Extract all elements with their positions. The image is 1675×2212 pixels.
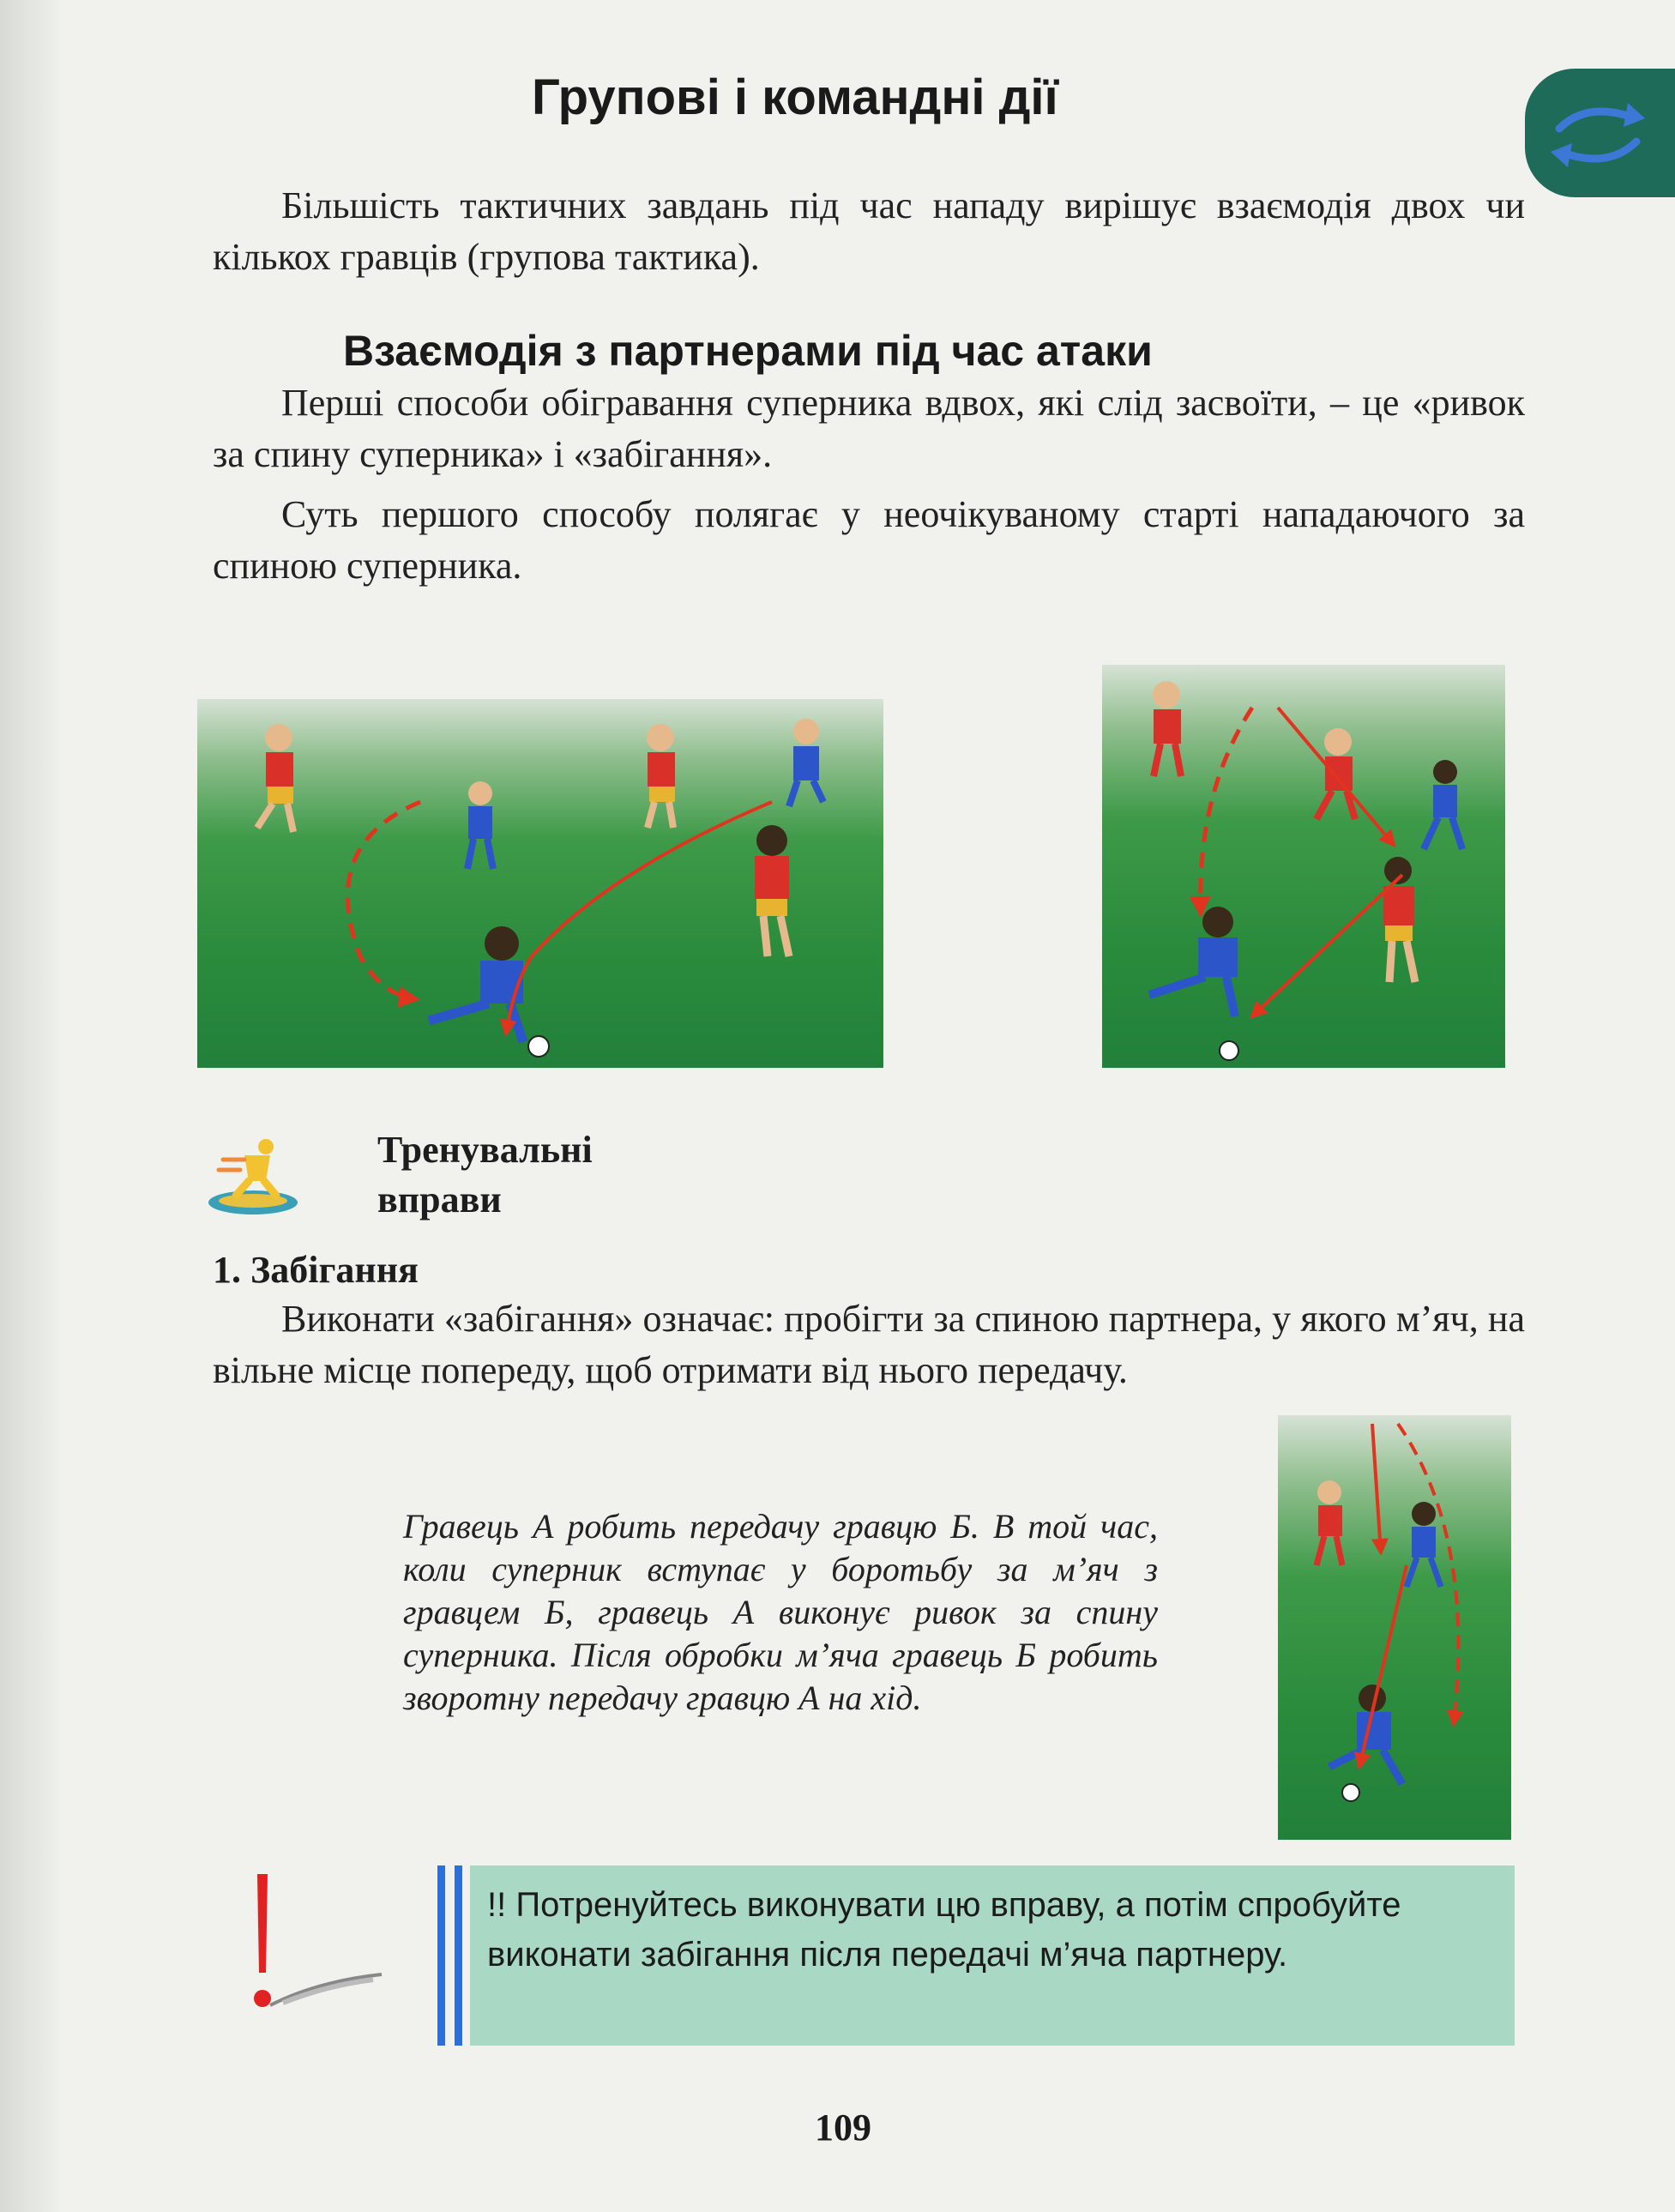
intro-text: Більшість тактичних завдань під час нападу вирішує взаємодія двох чи кількох гравців (групова тактика). [213,184,1525,278]
arrows-cycle-icon [1525,69,1675,197]
illustration-one [197,699,883,1068]
player-blue-3 [429,926,549,1057]
paragraph-2-text: Суть першого способу полягає у неочікуваному старті нападаючого за спиною суперника. [213,493,1525,587]
player-red-d [1317,1480,1342,1565]
player-blue-2 [789,719,823,806]
player-blue-1 [467,781,493,869]
illustration-one-drawing [197,699,883,1068]
dashed-run-arrow-3 [1398,1424,1458,1724]
exercise-text: Виконати «забігання» означає: пробігти за спиною партнера, у якого м’яч, на вільне місце попереду, щоб отримати від нього передачу. [213,1298,1525,1391]
player-blue-c [1149,907,1238,1060]
player-blue-b [1424,760,1462,849]
player-blue-d [1407,1502,1441,1587]
illustration-three-drawing [1278,1415,1511,1840]
note-bar-left [437,1865,445,2046]
paragraph-1 [213,377,1525,480]
exercise-paragraph [213,1293,1525,1396]
dashed-run-arrow [347,802,420,999]
dashed-run-arrow-2 [1201,708,1252,913]
italic-description: Гравець А робить передачу гравцю Б. В той час, коли суперник вступає у боротьбу за м’яч з гравцем Б, гравець А виконує ривок за спину суперника. Після обробки м’яча гравець Б робить зворотну передачу гравцю А на хід. [403,1507,1158,1717]
player-red-a [1153,681,1181,776]
chapter-tab [1525,69,1675,197]
page-number: 109 [815,2107,871,2149]
paragraph-1-text: Перші способи обігравання суперника вдвох, які слід засвоїти, – це «ривок за спину суперника» і «забігання». [213,382,1525,475]
illustration-two [1102,665,1505,1068]
pass-arrow-2 [1252,875,1402,1016]
exercise-heading: 1. Забігання [213,1249,419,1291]
note-text: !! Потренуйтесь виконувати цю вправу, а потім спробуйте виконати забігання після передачі м’яча партнеру. [487,1886,1401,1974]
section-title: Взаємодія з партнерами під час атаки [343,327,1153,375]
training-line-1: Тренувальні [377,1129,593,1171]
page-edge-shadow [0,0,60,2212]
illustration-two-drawing [1102,665,1505,1068]
training-line-2: вправи [377,1178,502,1221]
training-heading [377,1125,593,1225]
run-arrow-2 [1278,708,1394,845]
page-title: Групові і командні дії [532,69,1058,125]
illustration-three [1278,1415,1511,1840]
run-arrow-3 [1372,1424,1381,1552]
runner-icon [206,1134,309,1220]
pass-arrow [506,802,772,1034]
paragraph-2 [213,489,1525,592]
exclamation-icon [232,1870,395,2028]
player-red-2 [647,724,675,828]
player-red-3 [755,825,789,956]
note-bar-right [455,1865,462,2046]
player-red-1 [257,724,293,832]
intro-paragraph [213,180,1525,283]
